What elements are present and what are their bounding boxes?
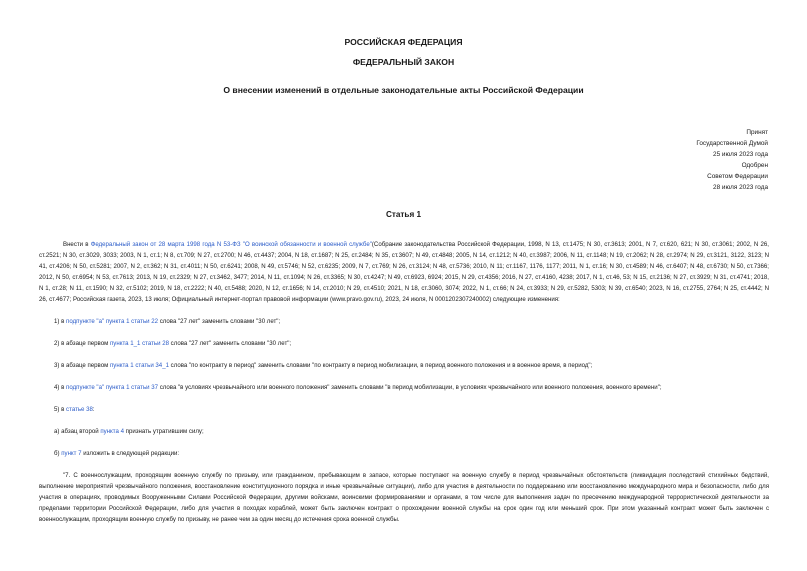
law-type-heading: ФЕДЕРАЛЬНЫЙ ЗАКОН xyxy=(352,57,455,67)
federation-heading: РОССИЙСКАЯ ФЕДЕРАЦИЯ xyxy=(344,37,463,47)
intro-prefix: Внести в xyxy=(63,241,91,248)
item-link[interactable]: пункта 4 xyxy=(100,428,124,435)
list-item xyxy=(39,360,769,371)
list-item xyxy=(39,404,769,415)
item-text: а) абзац второй xyxy=(54,428,101,435)
list-item xyxy=(39,316,769,327)
item-text: изложить в следующей редакции: xyxy=(81,450,180,457)
approval-line: Одобрен xyxy=(741,162,768,169)
item-link[interactable]: подпункте "а" пункта 1 статьи 22 xyxy=(66,318,159,325)
item-link[interactable]: пункта 1 статьи 34_1 xyxy=(110,362,169,369)
item-text: слова "по контракту в период" заменить словами "по контракту в период мобилизации, в период военного положения и в военное время, в период"; xyxy=(168,362,593,369)
list-item xyxy=(39,426,769,437)
approval-date: 28 июля 2023 года xyxy=(713,184,768,191)
article-title: Статья 1 xyxy=(385,210,422,219)
intro-paragraph xyxy=(39,239,769,305)
item-link[interactable]: подпункте "а" пункта 1 статьи 37 xyxy=(66,384,159,391)
article-body xyxy=(39,239,769,525)
item-text: слова "27 лет" заменить словами "30 лет"; xyxy=(168,340,292,347)
list-item xyxy=(39,448,769,459)
item-text: : xyxy=(92,406,95,413)
list-item xyxy=(39,382,769,393)
item-link[interactable]: пункт 7 xyxy=(61,450,82,457)
item-text: признать утратившим силу; xyxy=(123,428,204,435)
quoted-paragraph: "7. С военнослужащим, проходящим военную службу по призыву, или гражданином, пребывающим в запасе, которые поступают на военную службу в период чрезвычайных обстоятельств (ликвидация последствий стихийных бедствий, выполнение мероприятий чрезвычайного положения, восстановление конституционного порядка и иные чрезвычайные ситуации), либо для участия в деятельности по поддержанию или восстановлению международного мира и безопасности, либо для участия в операциях, проводимых Вооруженными Силами Российской Федерации, другими войсками, воинскими формированиями и органами, в том числе для выполнения задач по пресечению международной террористической деятельности за пределами территории Российской Федерации, либо для участия в походах кораблей, может быть заключен контракт о прохождении военной службы на срок один год или меньший срок. При этом указанный контракт может быть заключен с военнослужащим, проходящим военную службу по призыву, не ранее чем за один месяц до истечения срока военной службы. xyxy=(39,472,769,523)
list-item xyxy=(39,338,769,349)
item-text: 4) в xyxy=(54,384,67,391)
adoption-date: 25 июля 2023 года xyxy=(713,151,768,158)
adoption-line: Принят xyxy=(746,129,768,136)
item-text: слова "в условиях чрезвычайного или военного положения" заменить словами "в период мобилизации, в условиях чрезвычайного или военного положения, военного времени"; xyxy=(158,384,662,391)
adoption-line: Государственной Думой xyxy=(696,140,768,147)
law-link[interactable]: Федеральный закон от 28 марта 1998 года N 53-ФЗ "О воинской обязанности и военной службе" xyxy=(90,241,372,248)
item-text: 2) в абзаце первом xyxy=(54,340,110,347)
adoption-block xyxy=(696,127,768,193)
item-link[interactable]: пункта 1_1 статьи 28 xyxy=(110,340,169,347)
approval-line: Советом Федерации xyxy=(707,173,768,180)
intro-text: (Собрание законодательства Российской Федерации, 1998, N 13, ст.1475; N 30, ст.3613; 2001, N 7, ст.620, 621; N 30, ст.3061; 2002, N 26, ст.2521; N 30, ст.3029, 3033; 2003, N 1, ст.1; N 8, ст.709; N 27, ст.2700; N 46, ст.4437; 2004, N 18, ст.1687; N 25, ст.2484; N 35, ст.3607; N 49, ст.4848; 2005, N 14, ст.1212; N 40, ст.3987; 2006, N 11, ст.1148; N 19, ст.2062; N 28, ст.2974; N 29, ст.3121, 3122, 3123; N 41, ст.4206; N 50, ст.5281; 2007, N 2, ст.362; N 31, ст.4011; N 50, ст.6241; 2008, N 49, ст.5746; N 52, ст.6235; 2009, N 7, ст.769; N 26, ст.3124; N 48, ст.5736; 2010, N 11; ст.1167, 1176, 1177; 2011, N 1, ст.16; N 30, ст.4589; N 46, ст.6407; N 48, ст.6730; N 50, ст.7366; 2012, N 50, ст.6954; N 53, ст.7613; 2013, N 19, ст.2329; N 27, ст.3462, 3477; 2014, N 11, ст.1094; N 26, ст.3365; N 30, ст.4247; N 49, ст.6923, 6924; 2015, N 29, ст.4356; 2016, N 27, ст.4160, 4238; 2017, N 1, ст.46, 53; N 15, ст.2136; N 27, ст.3929; N 31, ст.4741; 2018, N 1, ст.28; N 11, ст.1590; N 32, ст.5102; 2019, N 18, ст.2222; N 40, ст.5488; 2020, N 12, ст.1656; N 14, ст.2010; N 29, ст.4510; 2021, N 18, ст.3060, 3074; 2022, N 1, ст.66; N 24, ст.3933; N 29, ст.5282, 5303; N 39, ст.6540; 2023, N 16, ст.2755, 2764; N 25, ст.4442; N 26, ст.4677; Российская газета, 2023, 13 июля; Официальный интернет-портал правовой информации (www.pravo.gov.ru), 2023, 24 июля, N 0001202307240002) следующие изменения: xyxy=(39,241,769,303)
item-text: б) xyxy=(54,450,62,457)
item-text: 5) в xyxy=(54,406,67,413)
item-text: 3) в абзаце первом xyxy=(54,362,110,369)
law-title: О внесении изменений в отдельные законодательные акты Российской Федерации xyxy=(223,85,584,95)
item-text: слова "27 лет" заменить словами "30 лет"; xyxy=(158,318,281,325)
item-text: 1) в xyxy=(54,318,67,325)
item-link[interactable]: статье 38 xyxy=(66,406,93,413)
